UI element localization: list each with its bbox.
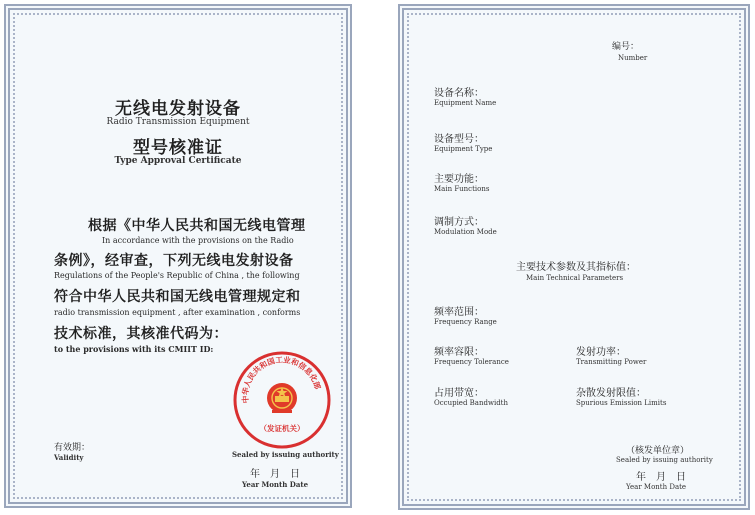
sealed-by-label: Sealed by issuing authority <box>232 450 339 459</box>
clause-line-1-zh: 根据《中华人民共和国无线电管理 <box>88 218 306 234</box>
certificate-back-page <box>398 4 750 510</box>
subtitle-chinese: 型号核准证 <box>133 138 223 158</box>
issuer-stamp-label-zh: （核发单位章） <box>626 446 690 456</box>
main-functions-label-en: Main Functions <box>434 185 490 193</box>
equipment-name-label-zh: 设备名称： <box>434 88 484 99</box>
clause-line-2-zh: 条例》，经审查，下列无线电发射设备 <box>54 253 294 269</box>
spurious-emission-label-en: Spurious Emission Limits <box>576 399 667 407</box>
occupied-bandwidth-label-en: Occupied Bandwidth <box>434 399 508 407</box>
clause-line-2-en: Regulations of the People's Republic of China , the following <box>54 271 300 280</box>
main-parameters-heading-en: Main Technical Parameters <box>526 274 624 282</box>
clause-line-1-en: In accordance with the provisions on the Radio <box>102 236 294 245</box>
number-label-en: Number <box>618 54 648 62</box>
modulation-mode-label-zh: 调制方式： <box>434 217 484 228</box>
clause-line-4-en: to the provisions with its CMIIT ID: <box>54 344 214 354</box>
transmitting-power-label-zh: 发射功率： <box>576 347 626 358</box>
main-parameters-heading-zh: 主要技术参数及其指标值： <box>516 262 636 273</box>
validity-label-en: Validity <box>54 453 84 462</box>
frequency-tolerance-label-zh: 频率容限： <box>434 347 484 358</box>
seal-ring-text: 中华人民共和国工业和信息化部 <box>240 355 323 404</box>
subtitle-english: Type Approval Certificate <box>114 156 242 166</box>
right-date-label-zh: 年 月 日 <box>636 472 686 483</box>
issuer-stamp-label-en: Sealed by issuing authority <box>616 456 713 464</box>
date-label-en: Year Month Date <box>242 480 309 489</box>
right-date-label-en: Year Month Date <box>626 483 687 491</box>
title-chinese: 无线电发射设备 <box>115 99 241 119</box>
title-english: Radio Transmission Equipment <box>106 117 250 127</box>
validity-label-zh: 有效期： <box>54 443 91 453</box>
spurious-emission-label-zh: 杂散发射限值： <box>576 388 646 399</box>
clause-line-3-zh: 符合中华人民共和国无线电管理规定和 <box>54 289 301 305</box>
frequency-range-label-en: Frequency Range <box>434 318 497 326</box>
number-label-zh: 编号： <box>612 42 640 52</box>
clause-line-4-zh: 技术标准，其核准代码为： <box>54 326 228 342</box>
official-seal-stamp <box>232 350 332 450</box>
equipment-type-label-en: Equipment Type <box>434 145 493 153</box>
equipment-name-label-en: Equipment Name <box>434 99 497 107</box>
modulation-mode-label-en: Modulation Mode <box>434 228 497 236</box>
occupied-bandwidth-label-zh: 占用带宽： <box>434 388 484 399</box>
frequency-tolerance-label-en: Frequency Tolerance <box>434 358 509 366</box>
frequency-range-label-zh: 频率范围： <box>434 307 484 318</box>
certificate-front-page <box>4 4 352 508</box>
clause-line-3-en: radio transmission equipment , after examination , conforms <box>54 308 301 317</box>
seal-issuer-label: （发证机关） <box>259 424 305 433</box>
date-label-zh: 年 月 日 <box>250 469 300 480</box>
equipment-type-label-zh: 设备型号： <box>434 134 484 145</box>
national-emblem-icon <box>267 383 297 413</box>
transmitting-power-label-en: Transmitting Power <box>576 358 647 366</box>
main-functions-label-zh: 主要功能： <box>434 174 484 185</box>
